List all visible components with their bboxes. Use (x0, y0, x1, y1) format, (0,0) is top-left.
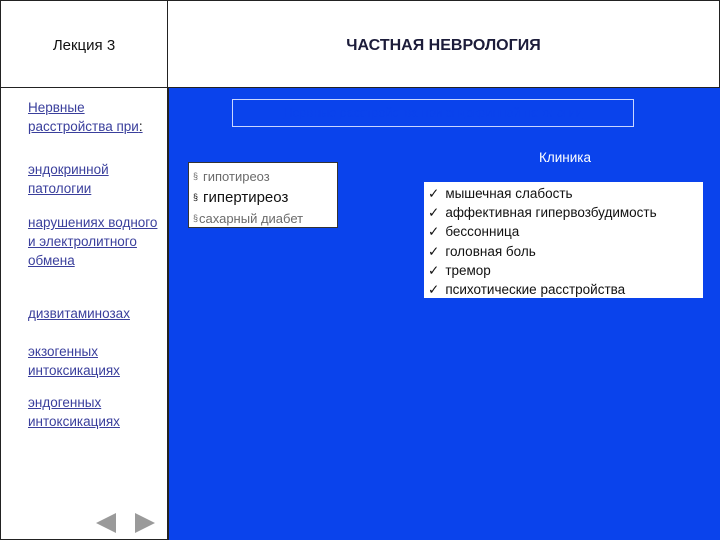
clinic-title: Клиника (539, 150, 591, 165)
clinic-item-text: аффективная гипервозбудимость (445, 205, 657, 221)
sidebar (0, 88, 168, 540)
sidebar-link-water-electrolyte[interactable]: нарушениях водного и электролитного обмена (28, 215, 158, 268)
list-item (428, 203, 699, 222)
list-item (193, 186, 333, 209)
check-icon: ✓ (428, 243, 440, 259)
list-item (428, 261, 699, 280)
list-item (428, 242, 699, 261)
header-left-cell (0, 0, 168, 88)
sidebar-heading-link[interactable] (28, 98, 160, 136)
course-title: ЧАСТНАЯ НЕВРОЛОГИЯ (346, 37, 541, 54)
list-item (193, 209, 333, 228)
check-icon: ✓ (428, 282, 440, 298)
list-item (428, 184, 699, 203)
clinic-item-text: мышечная слабость (445, 186, 573, 201)
square-bullet-icon: § (193, 171, 199, 181)
lecture-label: Лекция 3 (52, 37, 116, 54)
list-item (428, 222, 699, 241)
check-icon: ✓ (428, 205, 440, 221)
list-item-text: гипотиреоз (203, 169, 270, 184)
check-icon: ✓ (428, 186, 440, 201)
square-bullet-icon: § (193, 213, 199, 223)
next-slide-icon[interactable] (135, 513, 155, 533)
list-item-text: гипертиреоз (203, 189, 289, 206)
sidebar-link-exogenous-intoxication[interactable]: экзогенных интоксикациях (28, 344, 120, 378)
clinic-item-text: психотические расстройства (445, 282, 626, 298)
clinic-item-text: бессонница (445, 224, 520, 240)
main-panel (168, 88, 720, 540)
check-icon: ✓ (428, 262, 440, 278)
clinic-list (424, 182, 703, 298)
sidebar-link-dysvitaminosis[interactable]: дизвитаминозах (28, 306, 130, 321)
header-right-cell (168, 0, 720, 88)
sidebar-link-endocrine[interactable]: эндокринной патологии (28, 162, 109, 196)
sidebar-link-endogenous-intoxication[interactable]: эндогенных интоксикациях (28, 395, 120, 429)
list-item-text: сахарный диабет (199, 211, 304, 226)
clinic-item-text: головная боль (445, 243, 536, 259)
list-item (193, 167, 333, 186)
sidebar-heading-colon: : (138, 119, 143, 134)
disease-list (188, 162, 338, 228)
square-bullet-icon: § (193, 192, 199, 202)
list-item (428, 280, 699, 299)
topic-link[interactable]: Нервные расстройства при эндокринной патологии (232, 99, 634, 127)
check-icon: ✓ (428, 224, 440, 240)
prev-slide-icon[interactable] (96, 513, 116, 533)
sidebar-heading-text: Нервные расстройства при (28, 100, 139, 134)
clinic-item-text: тремор (445, 262, 491, 278)
